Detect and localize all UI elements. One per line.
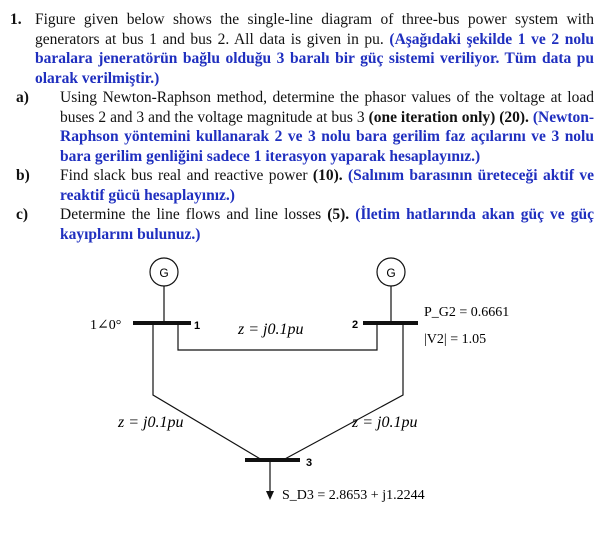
part-b-turkish: (Salınım barasının üreteceği aktif ve reaktif gücü hesaplayınız.) bbox=[60, 167, 594, 204]
bus-2-voltage-magnitude: |V2| = 1.05 bbox=[424, 332, 487, 347]
line-1-3-impedance: z = j0.1pu bbox=[118, 414, 184, 431]
bus-3-load: S_D3 = 2.8653 + j1.2244 bbox=[282, 488, 425, 503]
question-number: 1. bbox=[10, 11, 22, 28]
part-b-label: b) bbox=[16, 167, 30, 184]
bus-1-label: 1 bbox=[194, 320, 201, 332]
part-a-label: a) bbox=[16, 89, 29, 106]
part-c-label: c) bbox=[16, 206, 29, 223]
load-arrow-icon bbox=[266, 491, 274, 500]
part-a-points: (one iteration only) (20). bbox=[368, 108, 529, 126]
generator-2-label: G bbox=[386, 266, 396, 280]
bus-1-voltage: 1∠0° bbox=[90, 318, 122, 333]
part-c-turkish: (İletim hatlarında akan güç ve güç kayıplarını bulunuz.) bbox=[60, 206, 594, 243]
part-c-points: (5). bbox=[327, 206, 350, 223]
intro-english: Figure given below shows the single-line diagram of three-bus power system with generators at bus 1 and bus 2. All data is given in pu. bbox=[35, 11, 594, 48]
bus-2-label: 2 bbox=[352, 319, 359, 331]
intro-turkish: (Aşağıdaki şekilde 1 ve 2 nolu baralara jeneratörün bağlu olduğu 3 baralı bir güç sistemi veriliyor. Tüm data pu olarak verilmiştir.) bbox=[35, 30, 595, 87]
part-b-english: Find slack bus real and reactive power bbox=[60, 167, 308, 184]
part-c-english: Determine the line flows and line losses bbox=[60, 206, 322, 223]
part-a-turkish: (Newton-Raphson yöntemini kullanarak 2 ve 3 nolu bara gerilim faz açılarını ve 3 nolu bara gerilim genliğini sadece 1 iterasyon yaparak hesaplayınız.) bbox=[60, 108, 595, 165]
line-2-3 bbox=[283, 323, 403, 460]
bus-3-label: 3 bbox=[306, 457, 313, 469]
line-1-2-impedance: z = j0.1pu bbox=[238, 321, 304, 338]
generator-2-power: P_G2 = 0.6661 bbox=[424, 305, 510, 320]
part-a-english: Using Newton-Raphson method, determine the phasor values of the voltage at load buses 2 and 3 and the voltage magnitude at bus 3 bbox=[60, 89, 594, 126]
generator-1-label: G bbox=[159, 266, 169, 280]
line-2-3-impedance: z = j0.1pu bbox=[352, 414, 418, 431]
line-1-3 bbox=[153, 323, 262, 460]
part-b-points: (10). bbox=[312, 167, 343, 184]
